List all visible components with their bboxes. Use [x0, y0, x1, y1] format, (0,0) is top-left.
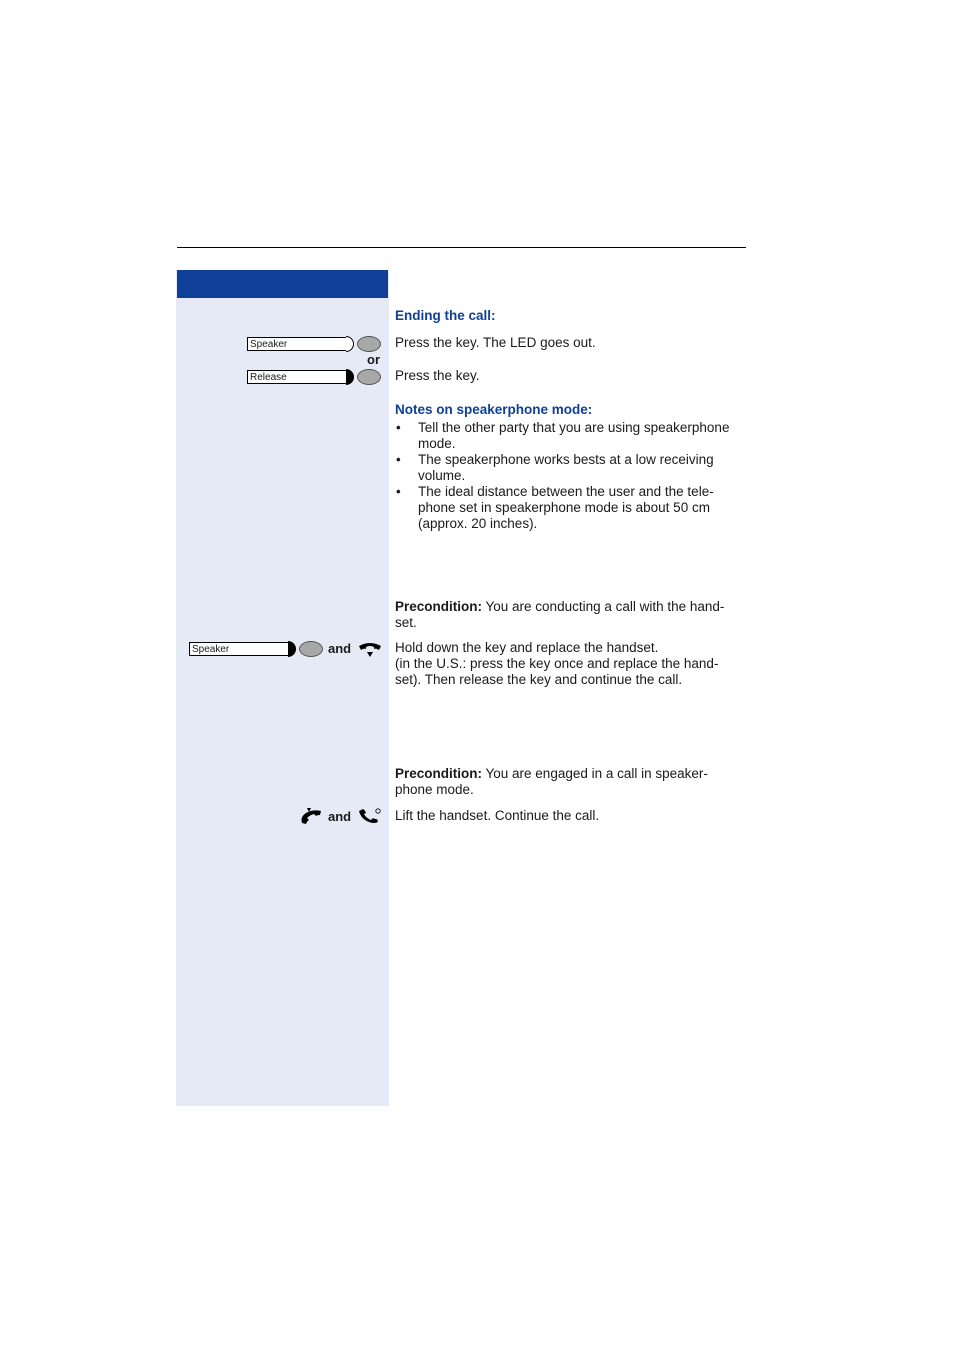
side-header-bar: [177, 270, 388, 298]
instruction-line: Hold down the key and replace the handset.: [395, 640, 659, 655]
precondition-text-cont: phone mode.: [395, 782, 474, 797]
precondition-label: Precondition:: [395, 599, 482, 614]
bullet-icon: •: [396, 452, 401, 467]
list-item: [395, 420, 750, 452]
precondition-text-cont: set.: [395, 615, 417, 630]
replace-handset-icon: [357, 641, 383, 659]
speaker-led-icon: [357, 336, 381, 352]
side-panel: [176, 270, 389, 1106]
bullet-line: (approx. 20 inches).: [418, 516, 538, 531]
bullet-line: The speakerphone works bests at a low receiving: [418, 452, 714, 467]
notes-list: [395, 420, 750, 532]
speaker-key[interactable]: Speaker: [247, 337, 347, 351]
bullet-line: volume.: [418, 468, 466, 483]
list-item: [395, 452, 750, 484]
handset-talk-icon: [357, 807, 383, 825]
list-item: [395, 484, 750, 532]
precondition-text: You are conducting a call with the hand-: [482, 599, 725, 614]
bullet-icon: •: [396, 420, 401, 435]
bullet-icon: •: [396, 484, 401, 499]
bullet-line: Tell the other party that you are using speakerphone: [418, 420, 730, 435]
and-label-1: and: [328, 641, 352, 656]
release-key[interactable]: Release: [247, 370, 347, 384]
release-led-icon: [357, 369, 381, 385]
instruction-line: set). Then release the key and continue the call.: [395, 672, 683, 687]
ending-step2: Press the key.: [395, 368, 480, 383]
precondition-2: [395, 766, 708, 798]
bullet-line: phone set in speakerphone mode is about 50 cm: [418, 500, 710, 515]
ending-step1: Press the key. The LED goes out.: [395, 335, 596, 350]
speaker-key-2[interactable]: Speaker: [189, 642, 289, 656]
ending-heading: Ending the call:: [395, 308, 496, 323]
and-label-2: and: [328, 809, 352, 824]
or-label: or: [367, 352, 380, 367]
precondition-text: You are engaged in a call in speaker-: [482, 766, 708, 781]
bullet-line: mode.: [418, 436, 456, 451]
speaker-led-2-icon: [299, 641, 323, 657]
top-rule: [177, 247, 746, 248]
precondition-label: Precondition:: [395, 766, 482, 781]
instruction-line: (in the U.S.: press the key once and replace the hand-: [395, 656, 719, 671]
precondition-1: [395, 599, 724, 631]
bullet-line: The ideal distance between the user and the tele-: [418, 484, 714, 499]
notes-heading: Notes on speakerphone mode:: [395, 402, 593, 417]
instruction-1: [395, 640, 718, 688]
instruction-2: Lift the handset. Continue the call.: [395, 808, 600, 823]
lift-handset-icon: [299, 807, 325, 825]
